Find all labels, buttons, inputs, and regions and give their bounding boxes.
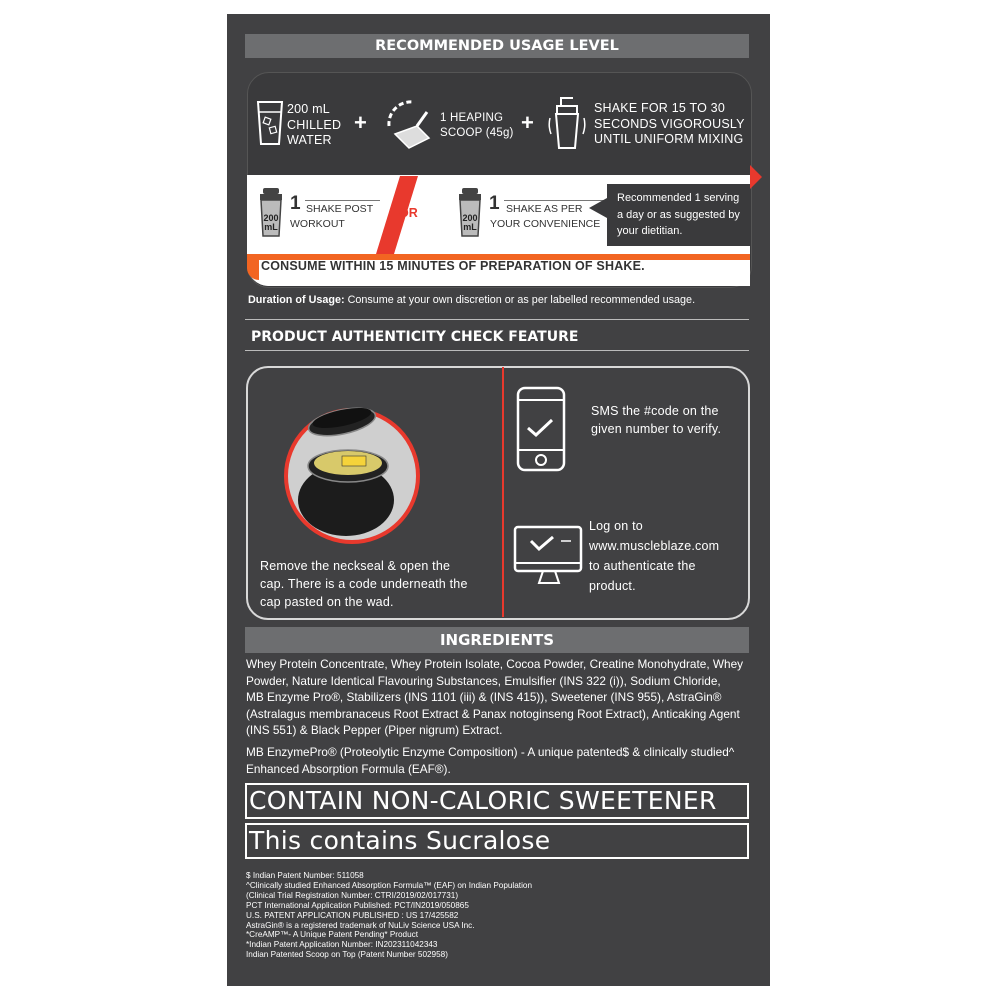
- step2-line2: SCOOP (45g): [440, 126, 514, 139]
- ingredients-line1: Whey Protein Concentrate, Whey Protein Isolate, Cocoa Powder, Creatine Monohydrate, Whey: [246, 657, 744, 671]
- cap-illustration: [266, 376, 476, 546]
- step1-line1: 200 mL: [287, 102, 330, 116]
- step1-line2: CHILLED: [287, 117, 342, 132]
- option1-number: 1: [290, 193, 301, 214]
- sms-line1: SMS the #code on the: [591, 404, 719, 418]
- ingredients-line3: MB Enzyme Pro®, Stabilizers (INS 1101 (iii) & (INS 415)), Sweetener (INS 955), AstraGin®: [246, 690, 722, 705]
- glass-icon: [256, 100, 284, 146]
- step3-line1: SHAKE FOR 15 TO 30: [594, 101, 725, 115]
- footnote-8: *Indian Patent Application Number: IN202311042343: [246, 940, 438, 950]
- step1-line3: WATER: [287, 133, 332, 147]
- duration-text: Consume at your own discretion or as per labelled recommended usage.: [344, 294, 696, 306]
- plus-sign-2: +: [521, 110, 534, 135]
- footnote-4: PCT International Application Published: PCT/IN2019/050865: [246, 900, 469, 910]
- footnote-1: $ Indian Patent Number: 511058: [246, 871, 364, 880]
- plus-sign-1: +: [354, 110, 367, 135]
- sucralose-box: [245, 823, 749, 859]
- shaker-label-1-value: 200: [263, 213, 279, 223]
- duration-of-usage: [248, 294, 695, 306]
- web-line3: to authenticate the: [589, 559, 696, 573]
- option2-line1: SHAKE AS PER: [506, 203, 583, 215]
- shaker-icon: [548, 94, 586, 152]
- ingredients-line2: Powder, Nature Identical Flavouring Substances, Emulsifier (INS 322 (i)), Sodium Chloride,: [246, 673, 721, 688]
- footnote-6: AstraGin® is a registered trademark of NuLiv Science USA Inc.: [246, 920, 475, 930]
- authenticity-vertical-divider: [502, 367, 504, 617]
- sweetener-warning-box: [245, 783, 749, 819]
- footnote-2: ^Clinically studied Enhanced Absorption Formula™ (EAF) on Indian Population: [246, 880, 533, 890]
- enzyme-line1: MB EnzymePro® (Proteolytic Enzyme Composition) - A unique patented$ & clinically studied^: [246, 745, 735, 759]
- monitor-check-icon: [513, 525, 585, 587]
- cap-instruction-line1: Remove the neckseal & open the: [260, 559, 451, 573]
- web-line2: www.muscleblaze.com: [589, 539, 720, 553]
- step3-line2: SECONDS VIGOROUSLY: [594, 116, 745, 131]
- web-line1: Log on to: [589, 519, 643, 533]
- ingredients-header: INGREDIENTS: [245, 627, 749, 653]
- footnote-5: U.S. PATENT APPLICATION PUBLISHED : US 17/425582: [246, 910, 459, 920]
- shaker-label-1-unit: mL: [264, 222, 278, 232]
- sweetener-warning-text: CONTAIN NON-CALORIC SWEETENER: [249, 786, 717, 815]
- enzyme-line2: Enhanced Absorption Formula (EAF®).: [246, 761, 451, 776]
- sucralose-text: This contains Sucralose: [249, 826, 551, 855]
- step2-line1: 1 HEAPING: [440, 112, 504, 124]
- shaker-label-2: [460, 214, 480, 232]
- consume-note: CONSUME WITHIN 15 MINUTES OF PREPARATION OF SHAKE.: [261, 259, 645, 273]
- divider-line: [245, 319, 749, 320]
- authenticity-header: [245, 325, 749, 349]
- web-line4: product.: [589, 579, 636, 593]
- recommend-line3: your dietitian.: [617, 225, 683, 237]
- footnote-9: Indian Patented Scoop on Top (Patent Number 502958): [246, 950, 448, 960]
- recommend-line2: a day or as suggested by: [617, 208, 740, 221]
- shaker-label-2-value: 200: [462, 213, 478, 223]
- ingredients-line5: (INS 551) & Black Pepper (Piper nigrum) Extract.: [246, 723, 503, 738]
- phone-check-icon: [516, 386, 566, 472]
- authenticity-header-underline: [245, 350, 749, 351]
- ingredients-line4: (Astralagus membranaceus Root Extract & Panax notoginseng Root Extract), Anticaking Agent: [246, 706, 740, 721]
- option1-line2: WORKOUT: [290, 218, 345, 230]
- duration-label: Duration of Usage:: [248, 294, 345, 306]
- recommend-pointer: [589, 198, 607, 218]
- scoop-icon: [383, 96, 435, 154]
- option2-number: 1: [489, 193, 500, 214]
- option1-line1: SHAKE POST: [306, 203, 374, 215]
- recommend-line1: Recommended 1 serving: [617, 192, 740, 204]
- footnote-7: *CreAMP™- A Unique Patent Pending* Product: [246, 930, 419, 940]
- option1-rule: [305, 200, 380, 201]
- shaker-label-1: [261, 214, 281, 232]
- usage-header: RECOMMENDED USAGE LEVEL: [245, 34, 749, 58]
- cap-instruction-line3: cap pasted on the wad.: [260, 595, 394, 609]
- shaker-label-2-unit: mL: [463, 222, 477, 232]
- step3-line3: UNTIL UNIFORM MIXING: [594, 132, 744, 146]
- sms-line2: given number to verify.: [591, 422, 722, 436]
- cap-instruction-line2: cap. There is a code underneath the: [260, 577, 468, 591]
- footnote-3: (Clinical Trial Registration Number: CTRI/2019/02/017731): [246, 890, 459, 900]
- red-corner-flag: [750, 165, 762, 189]
- authenticity-header-text: PRODUCT AUTHENTICITY CHECK FEATURE: [251, 329, 579, 345]
- or-label: OR: [399, 206, 418, 220]
- option2-line2: YOUR CONVENIENCE: [490, 218, 601, 230]
